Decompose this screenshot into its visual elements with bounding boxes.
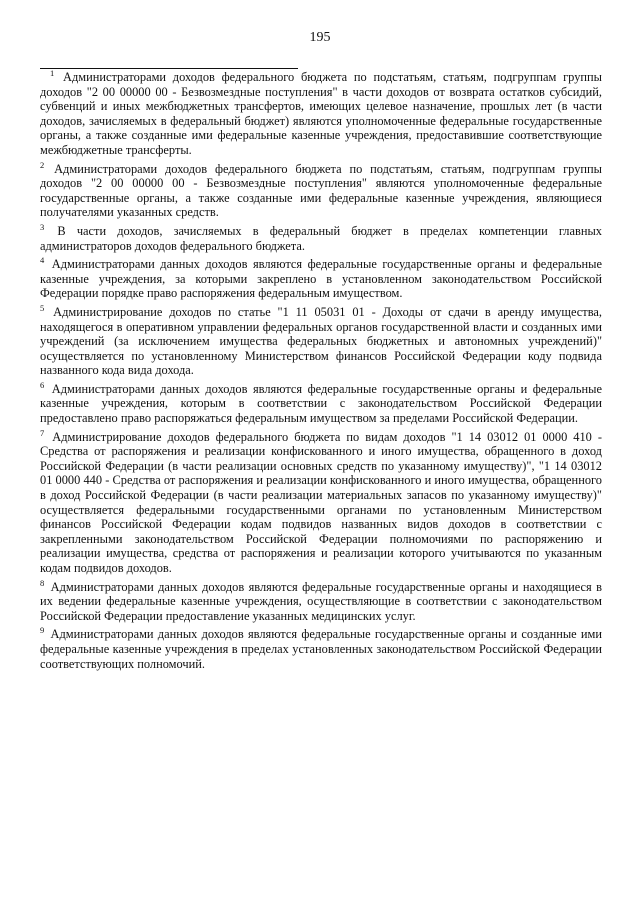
footnote-6 bbox=[40, 379, 602, 426]
footnote-marker: 6 bbox=[40, 379, 45, 390]
footnotes-section bbox=[40, 70, 602, 675]
page-number: 195 bbox=[309, 30, 331, 45]
footnote-5 bbox=[40, 302, 602, 378]
footnote-text: Администраторами данных доходов являются федеральные государственные органы и находящиеся в их ведении федеральные казенные учреждения, осуществляющие в соответствии с законодательством Российской Федерации предоставление указанных медицинских услуг. bbox=[40, 579, 602, 623]
footnote-marker: 9 bbox=[40, 625, 45, 636]
footnote-separator bbox=[40, 68, 298, 69]
footnote-text: В части доходов, зачисляемых в федеральный бюджет в пределах компетенции главных администраторов доходов федерального бюджета. bbox=[40, 223, 602, 253]
footnote-text: Администраторами доходов федерального бюджета по подстатьям, статьям, подгруппам группы доходов "2 00 00000 00 - Безвозмездные поступления" в части доходов от возврата остатков субсидий, субвенций и иных межбюджетных трансфертов, имеющих целевое назначение, прошлых лет (в части доходов, зачисляемых в федеральный бюджет) являются уполномоченные федеральные государственные органы, а также созданные ими федеральные казенные учреждения, предоставившие соответствующие межбюджетные трансферты. bbox=[40, 70, 602, 157]
footnote-marker: 8 bbox=[40, 577, 45, 588]
footnote-text: Администраторами данных доходов являются федеральные государственные органы и созданные ими федеральные казенные учреждения в пределах установленных законодательством Российской Федерации соответствующих полномочий. bbox=[40, 627, 602, 671]
footnote-7 bbox=[40, 427, 602, 576]
footnote-text: Администраторами данных доходов являются федеральные государственные органы и федеральные казенные учреждения, которым в соответствии с законодательством Российской Федерации предоставлено право распоряжаться федеральным имуществом за пределами Российской Федерации. bbox=[40, 381, 602, 426]
footnote-9 bbox=[40, 627, 602, 671]
footnote-text: Администрирование доходов по статье "1 11 05031 01 - Доходы от сдачи в аренду имущества, находящегося в оперативном управлении федеральных органов государственной власти и созданных ими учреждений (за исключением имущества федеральных бюджетных и автономных учреждений)" осуществляется по установленному Министерством финансов Российской Федерации коду подвида названного кода вида дохода. bbox=[40, 304, 602, 378]
footnote-marker: 1 bbox=[50, 68, 55, 78]
footnote-marker: 7 bbox=[40, 427, 45, 438]
footnote-8 bbox=[40, 577, 602, 624]
footnote-marker: 5 bbox=[40, 302, 45, 313]
footnote-4 bbox=[40, 257, 602, 301]
footnote-1 bbox=[40, 70, 602, 158]
footnote-text: Администрирование доходов федерального бюджета по видам доходов "1 14 03012 01 0000 410 - Средства от распоряжения и реализации конфискованного и иного имущества, обращенного в доход Российской Федерации (в части реализации основных средств по указанному имуществу)", "1 14 03012 01 0000 440 - Средства от распоряжения и реализации конфискованного и иного имущества, обращенного в доход Российской Федерации (в части реализации материальных запасов по указанному имуществу)" осуществляется федеральными государственными органами по установленным Министерством финансов Российской Федерации кодам подвидов названных видов доходов в соответствии с закрепленными законодательством Российской Федерации полномочиями по распоряжению и реализации имущества, средства от распоряжения и реализации которого учитываются по указанным кодам подвидов доходов. bbox=[40, 429, 602, 575]
footnote-text: Администраторами доходов федерального бюджета по подстатьям, статьям, подгруппам группы доходов "2 00 00000 00 - Безвозмездные поступления" являются уполномоченные федеральные государственные органы, а также созданные ими федеральные казенные учреждения, являющиеся получателями указанных средств. bbox=[40, 161, 602, 220]
footnote-marker: 3 bbox=[40, 221, 45, 232]
footnote-marker: 4 bbox=[40, 255, 45, 266]
footnote-2 bbox=[40, 159, 602, 220]
footnote-marker: 2 bbox=[40, 159, 45, 170]
footnote-3 bbox=[40, 221, 602, 253]
footnote-text: Администраторами данных доходов являются федеральные государственные органы и федеральные казенные учреждения, за которыми закреплено в установленном законодательством Российской Федерации порядке право распоряжения федеральным имуществом. bbox=[40, 257, 602, 301]
